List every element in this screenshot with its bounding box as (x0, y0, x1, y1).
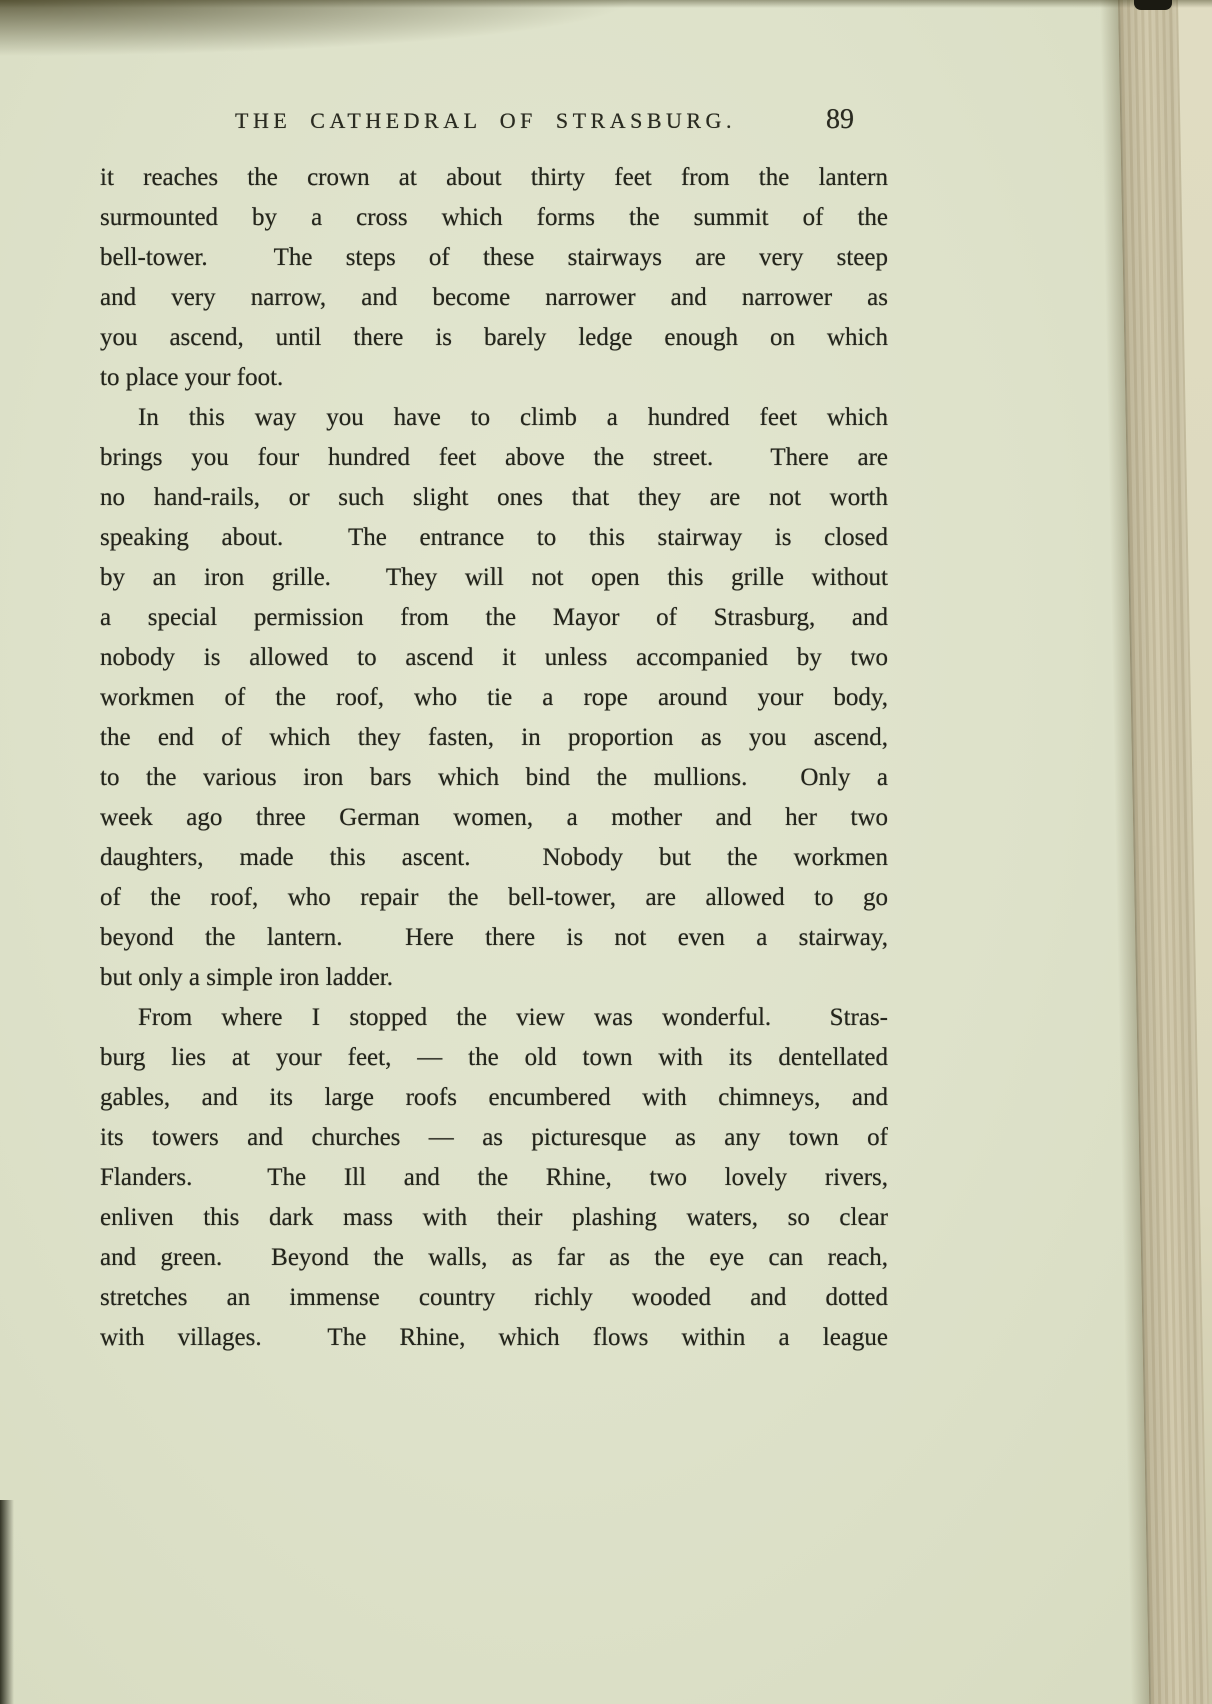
text-line: burg lies at your feet, — the old town with its dentellated (100, 1044, 888, 1071)
text-line: brings you four hundred feet above the street. There are (100, 444, 888, 471)
text-line: and green. Beyond the walls, as far as the eye can reach, (100, 1244, 888, 1271)
text-line: nobody is allowed to ascend it unless accompanied by two (100, 644, 888, 671)
text-line: its towers and churches — as picturesque as any town of (100, 1124, 888, 1151)
scan-artifact-mark (1134, 0, 1172, 10)
scan-corner-shadow (0, 0, 720, 64)
text-line: enliven this dark mass with their plashing waters, so clear (100, 1204, 888, 1231)
text-line: no hand-rails, or such slight ones that they are not worth (100, 484, 888, 511)
text-line: but only a simple iron ladder. (100, 964, 394, 991)
text-line: the end of which they fasten, in proportion as you ascend, (100, 724, 888, 751)
text-line: gables, and its large roofs encumbered with chimneys, and (100, 1084, 888, 1111)
page-number: 89 (826, 104, 854, 135)
text-line: Flanders. The Ill and the Rhine, two lovely rivers, (100, 1164, 888, 1191)
text-line: with villages. The Rhine, which flows within a league (100, 1324, 888, 1351)
text-line: week ago three German women, a mother and her two (100, 804, 888, 831)
running-title: THE CATHEDRAL OF STRASBURG. (235, 108, 736, 133)
text-line: In this way you have to climb a hundred feet which (138, 404, 888, 431)
text-line: and very narrow, and become narrower and narrower as (100, 284, 888, 311)
text-line: From where I stopped the view was wonderful. Stras- (138, 1004, 888, 1031)
text-line: surmounted by a cross which forms the summit of the (100, 204, 888, 231)
text-line: it reaches the crown at about thirty feet from the lantern (100, 164, 888, 191)
text-line: beyond the lantern. Here there is not even a stairway, (100, 924, 888, 951)
text-line: speaking about. The entrance to this stairway is closed (100, 524, 888, 551)
text-line: to the various iron bars which bind the mullions. Only a (100, 764, 888, 791)
text-line: to place your foot. (100, 364, 284, 391)
text-line: daughters, made this ascent. Nobody but the workmen (100, 844, 888, 871)
text-line: by an iron grille. They will not open this grille without (100, 564, 888, 591)
scan-left-edge-shadow (0, 1500, 14, 1704)
text-line: stretches an immense country richly wooded and dotted (100, 1284, 888, 1311)
text-line: a special permission from the Mayor of Strasburg, and (100, 604, 888, 631)
text-line: you ascend, until there is barely ledge enough on which (100, 324, 888, 351)
text-line: workmen of the roof, who tie a rope around your body, (100, 684, 888, 711)
text-line: of the roof, who repair the bell-tower, are allowed to go (100, 884, 888, 911)
text-line: bell-tower. The steps of these stairways are very steep (100, 244, 888, 271)
